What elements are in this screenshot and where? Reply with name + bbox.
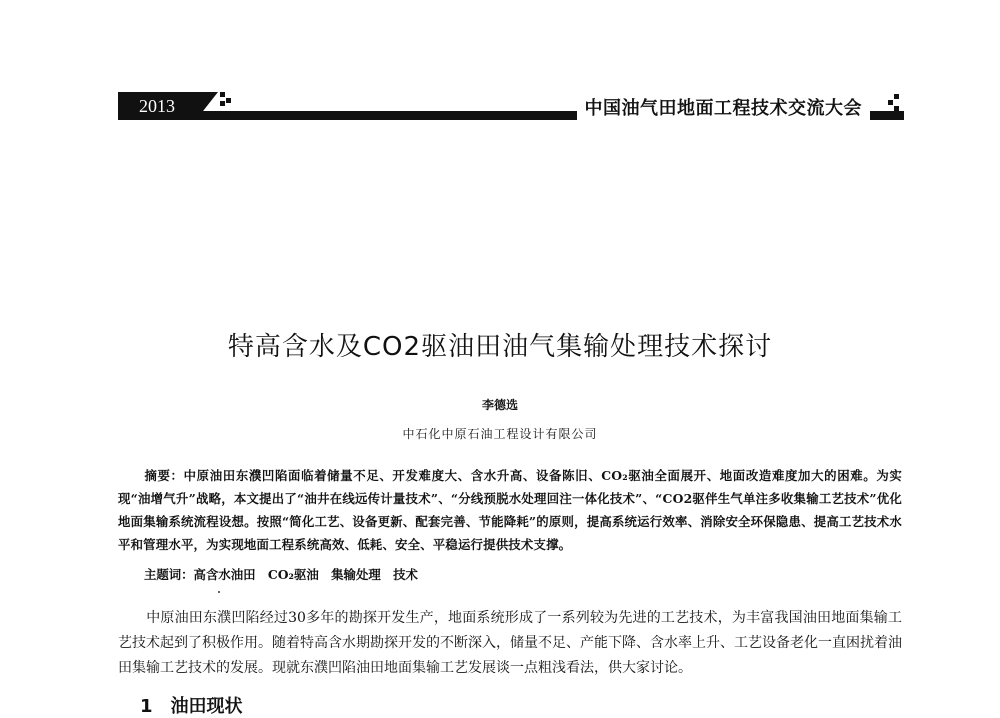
abstract — [118, 464, 902, 556]
header-square-decoration-right — [886, 94, 902, 120]
header-slant-decoration — [196, 92, 218, 120]
keywords: 主题词：高含水油田 CO₂驱油 集输处理 技术 — [144, 567, 418, 582]
body-paragraph — [118, 606, 902, 681]
paper-title: 特高含水及CO2驱油田油气集输处理技术探讨 — [227, 332, 773, 362]
abstract-text: 摘要：中原油田东濮凹陷面临着储量不足、开发难度大、含水升高、设备陈旧、CO₂驱油全面展开、地面改造难度加大的困难。为实现“油增气升”战略，本文提出了“油井在线远传计量技术”、“分线预脱水处理回注一体化技术”、“CO2驱伴生气单注多收集输工艺技术”优化地面集输系统流程设想。按照“简化工艺、设备更新、配套完善、节能降耗”的原则，提高系统运行效率、消除安全环保隐患、提高工艺技术水平和管理水平，为实现地面工程系统高效、低耗、安全、平稳运行提供技术支撑。 — [118, 468, 902, 552]
author-affiliation: 中石化中原石油工程设计有限公司 — [402, 427, 598, 441]
author-name: 李德选 — [481, 398, 518, 412]
stray-dot — [218, 591, 220, 593]
body-paragraph-text: 中原油田东濮凹陷经过30多年的勘探开发生产，地面系统形成了一系列较为先进的工艺技术，为丰富我国油田地面集输工艺技术起到了积极作用。随着特高含水期勘探开发的不断深入，储量不足、产能下降、含水率上升、工艺设备老化一直困扰着油田集输工艺技术的发展。现就东濮凹陷油田地面集输工艺发展谈一点粗浅看法，供大家讨论。 — [118, 610, 902, 676]
header-square-decoration-left — [220, 92, 234, 106]
running-header — [118, 92, 904, 122]
header-year: 2013 — [118, 92, 196, 120]
conference-title: 中国油气田地面工程技术交流大会 — [577, 94, 871, 120]
section-heading: 1 油田现状 — [140, 696, 243, 717]
